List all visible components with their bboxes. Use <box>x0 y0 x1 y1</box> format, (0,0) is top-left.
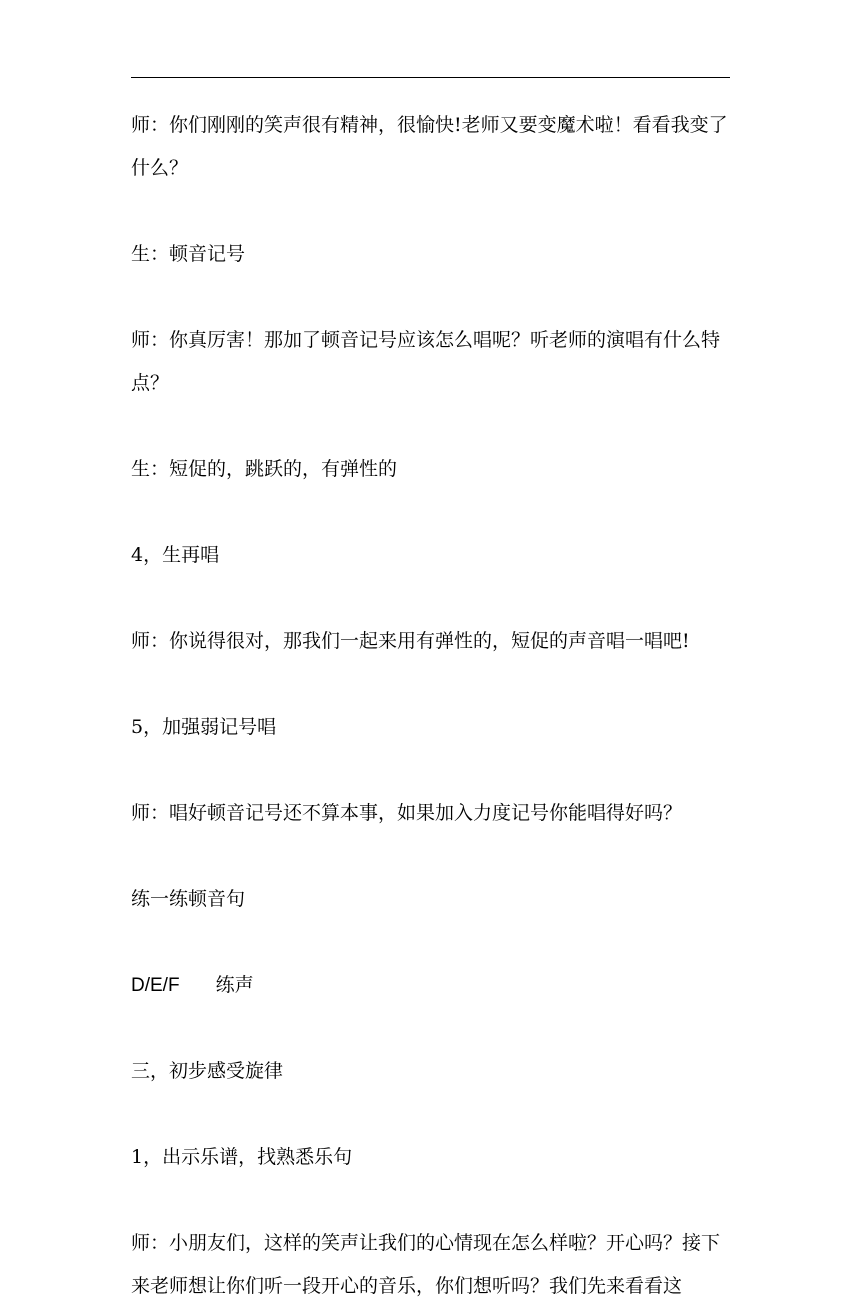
paragraph-step-4: 4，生再唱 <box>131 544 220 566</box>
paragraph-section-3: 三，初步感受旋律 <box>131 1060 284 1082</box>
paragraph-teacher-magic: 师：你们刚刚的笑声很有精神，很愉快!老师又要变魔术啦！看看我变了什么？ <box>131 114 728 179</box>
paragraph-teacher-music: 师：小朋友们，这样的笑声让我们的心情现在怎么样啦？开心吗？接下来老师想让你们听一段开心的音乐，你们想听吗？我们先来看看这 <box>131 1232 721 1297</box>
paragraph-step-5: 5，加强弱记号唱 <box>131 716 277 738</box>
paragraph-teacher-agree: 师：你说得很对，那我们一起来用有弹性的，短促的声音唱一唱吧! <box>131 630 690 652</box>
paragraph-teacher-dynamics: 师：唱好顿音记号还不算本事，如果加入力度记号你能唱得好吗？ <box>131 802 683 824</box>
practice-label: 练声 <box>215 974 254 996</box>
paragraph-step-1: 1，出示乐谱，找熟悉乐句 <box>131 1146 353 1168</box>
paragraph-teacher-question: 师：你真厉害！那加了顿音记号应该怎么唱呢？听老师的演唱有什么特点？ <box>131 329 721 394</box>
paragraph-practice-line <box>131 964 731 1007</box>
paragraph-practice-title: 练一练顿音句 <box>131 888 246 910</box>
header-rule <box>131 77 730 78</box>
document-body <box>131 104 731 1308</box>
paragraph-student-staccato: 生：顿音记号 <box>131 243 246 265</box>
paragraph-student-answer: 生：短促的，跳跃的，有弹性的 <box>131 458 398 480</box>
practice-keys: D/E/F <box>131 975 180 996</box>
